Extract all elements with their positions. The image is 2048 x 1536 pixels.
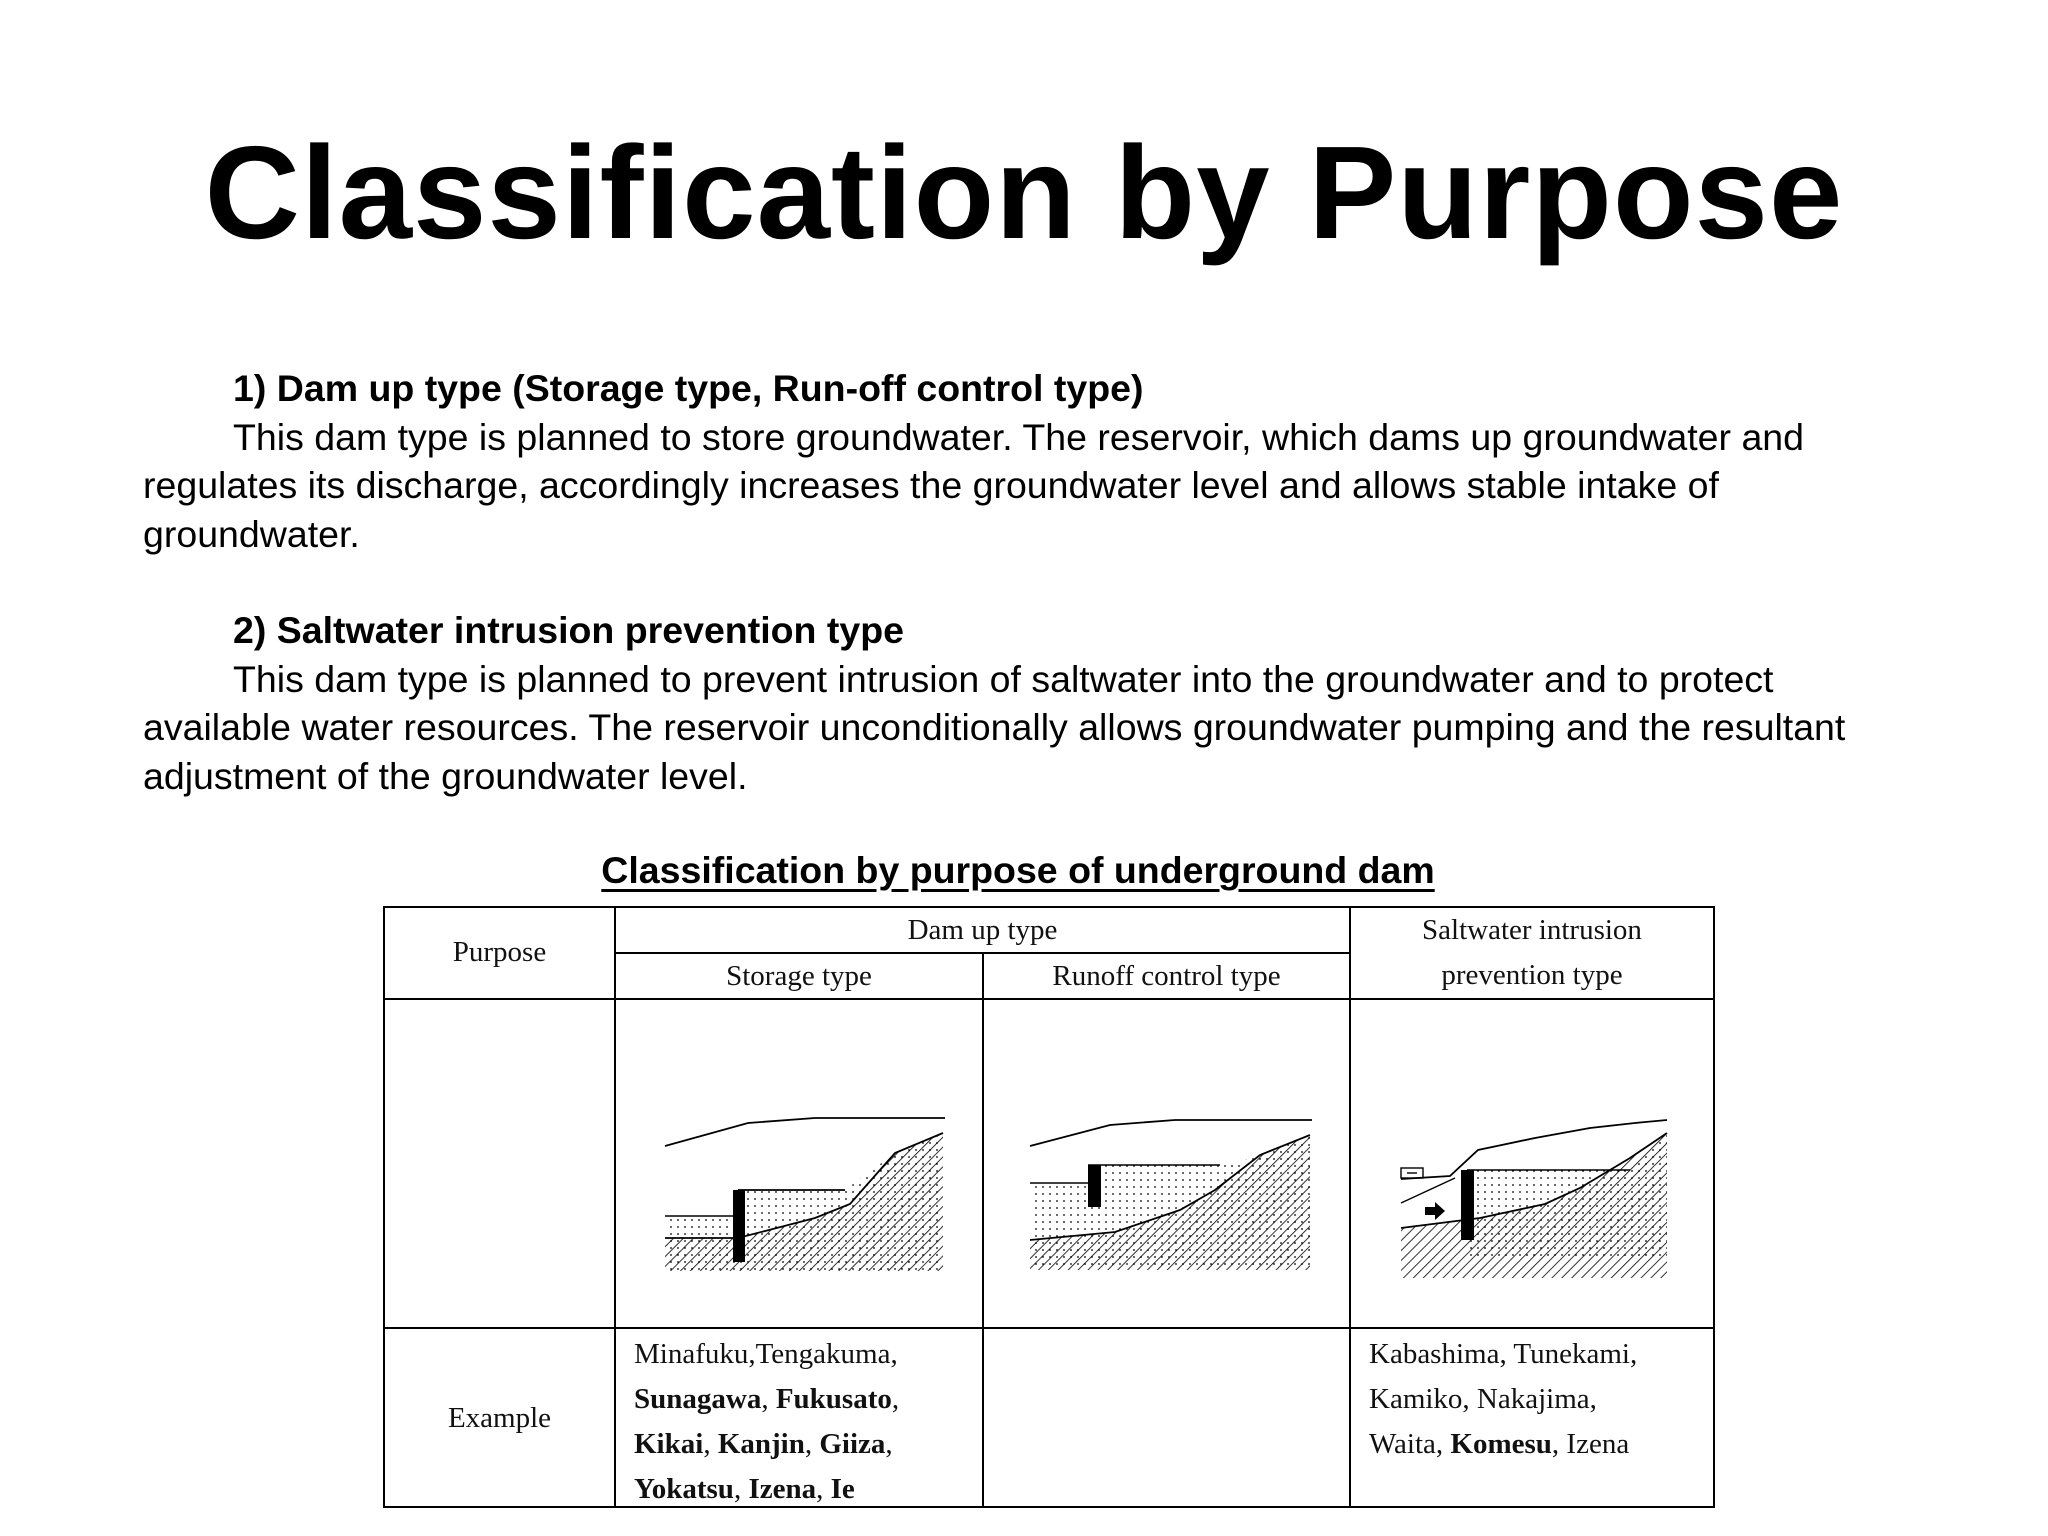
header-runoff-control-type: Runoff control type [1052,960,1281,992]
example-text: Kabashima, Tunekami, [1369,1338,1638,1370]
section-saltwater-type [143,606,1923,800]
example-text: , [703,1428,718,1460]
page-title: Classification by Purpose [204,119,1844,266]
example-name-bold: Kanjin [717,1428,805,1460]
example-name-bold: Yokatsu [634,1473,734,1505]
example-line [634,1467,974,1512]
example-line [1369,1377,1709,1422]
header-purpose: Purpose [452,936,547,968]
example-text: , [804,1428,820,1460]
example-name-bold: Izena [748,1473,817,1505]
storage-examples [634,1332,974,1512]
storage-type-dam-diagram [655,1078,955,1288]
section-paragraph: This dam type is planned to store groundwater. The reservoir, which dams up groundwater and regulates its discharge, accordingly increases the groundwater level and allows stable intake of groundwater. [143,415,1805,555]
example-text: , [733,1473,749,1505]
header-dam-up-type: Dam up type [907,914,1058,946]
example-name-bold: Fukusato [775,1383,892,1415]
classification-table [383,906,1715,1508]
header-saltwater-type [1351,908,1713,998]
example-line [1369,1332,1709,1377]
example-label: Example [447,1402,552,1434]
example-line [634,1332,974,1377]
header-saltwater-line: prevention type [1441,959,1623,991]
example-line [634,1422,974,1467]
example-text: Minafuku,Tengakuma, [634,1338,898,1370]
section-heading: 2) Saltwater intrusion prevention type [233,609,904,651]
example-name-bold: Komesu [1450,1428,1552,1460]
section-heading: 1) Dam up type (Storage type, Run-off control type) [233,367,1144,409]
saltwater-intrusion-prevention-dam-diagram [1385,1078,1685,1288]
section-dam-up-type [143,364,1923,558]
saltwater-examples [1369,1332,1709,1467]
header-saltwater-line: Saltwater intrusion [1422,914,1642,946]
header-storage-type: Storage type [726,960,872,992]
example-text: , [891,1383,900,1415]
example-line [1369,1422,1709,1467]
example-name-bold: Sunagawa [634,1383,762,1415]
example-text: Kamiko, Nakajima, [1369,1383,1597,1415]
table-divider [982,952,984,1506]
runoff-control-type-dam-diagram [1020,1080,1320,1290]
table-caption: Classification by purpose of underground dam [601,849,1435,891]
example-text: , [761,1383,776,1415]
example-line [634,1377,974,1422]
example-text: , [816,1473,831,1505]
table-divider [385,1327,1713,1329]
example-name-bold: Ie [830,1473,855,1505]
example-text: , Izena [1551,1428,1630,1460]
example-text: Waita, [1369,1428,1451,1460]
example-name-bold: Kikai [634,1428,704,1460]
example-name-bold: Giiza [819,1428,886,1460]
section-paragraph: This dam type is planned to prevent intrusion of saltwater into the groundwater and to protect available water resources. The reservoir unconditionally allows groundwater pumping and the resultant adjustment of the groundwater level. [143,657,1846,797]
example-text: , [885,1428,893,1460]
